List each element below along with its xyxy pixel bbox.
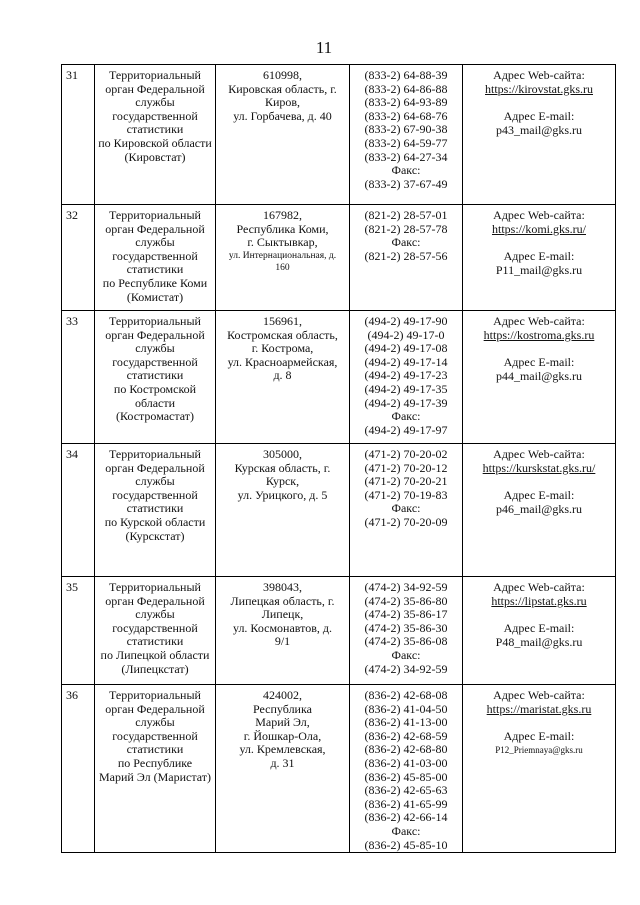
email-label: Адрес E-mail: — [503, 249, 575, 264]
address-line: Республика — [253, 701, 312, 716]
page-number: 11 — [315, 38, 333, 57]
fax-number: (474-2) 34-92-59 — [364, 661, 448, 676]
email-address: p43_mail@gks.ru — [495, 122, 583, 137]
address-line: 167982, — [263, 208, 302, 222]
table-row — [62, 65, 616, 205]
website-link[interactable]: https://kirovstat.gks.ru — [485, 81, 593, 96]
phone-number: (474-2) 34-92-59 — [364, 580, 448, 594]
phone-number: (833-2) 64-59-77 — [364, 135, 448, 150]
address-line: д. 8 — [273, 368, 292, 383]
address-line: 9/1 — [274, 634, 291, 649]
web-and-email — [463, 577, 616, 685]
email-address: P11_mail@gks.ru — [495, 262, 583, 277]
website-label: Адрес Web-сайта: — [493, 314, 585, 328]
phone-number: (494-2) 49-17-08 — [364, 341, 448, 356]
phone-number: (833-2) 64-27-34 — [364, 149, 448, 164]
address-line: Костромская область, — [227, 327, 338, 342]
fax-number: (821-2) 28-57-56 — [364, 248, 448, 263]
row-number: 33 — [62, 311, 95, 444]
website-link[interactable]: https://komi.gks.ru/ — [491, 221, 586, 236]
fax-label: Факс: — [391, 235, 421, 250]
agency-name-line: Территориальный — [109, 688, 201, 702]
agency-name — [95, 205, 216, 311]
postal-address — [216, 311, 350, 444]
postal-address — [216, 65, 350, 205]
agency-name-line: области — [134, 395, 176, 410]
address-line: 424002, — [263, 688, 302, 702]
agency-name-line: (Курскстат) — [125, 528, 185, 543]
agency-name-line: (Костромастат) — [116, 409, 194, 424]
agency-name-line: статистики — [126, 262, 184, 277]
agency-name-line: службы — [135, 715, 175, 730]
phone-number: (836-2) 42-68-08 — [364, 688, 448, 702]
row-number: 32 — [62, 205, 95, 311]
address-line: Липецкая область, г. — [230, 593, 335, 608]
phone-number: (821-2) 28-57-01 — [364, 208, 448, 222]
address-line: Курск, — [265, 474, 300, 489]
agency-name-line: государственной — [112, 354, 198, 369]
address-line: 305000, — [263, 447, 302, 461]
agency-name — [95, 577, 216, 685]
agency-name-line: орган Федеральной — [105, 221, 205, 236]
web-and-email — [463, 444, 616, 577]
table-row — [62, 577, 616, 685]
fax-label: Факс: — [391, 647, 421, 662]
agency-name-line: Территориальный — [109, 580, 201, 594]
address-line: ул. Космонавтов, д. — [232, 620, 333, 635]
website-link[interactable]: https://maristat.gks.ru — [486, 701, 592, 716]
web-and-email — [463, 685, 616, 853]
website-label: Адрес Web-сайта: — [493, 580, 585, 594]
phone-numbers — [350, 205, 463, 311]
email-address: P12_Priemnaya@gks.ru — [495, 744, 583, 755]
agency-name-line: Территориальный — [109, 314, 201, 328]
phone-number: (474-2) 35-86-17 — [364, 607, 448, 622]
agency-name-line: орган Федеральной — [105, 593, 205, 608]
agency-name-line: государственной — [112, 728, 198, 743]
phone-number: (833-2) 67-90-38 — [364, 122, 448, 137]
address-line: 156961, — [263, 314, 302, 328]
email-address: p44_mail@gks.ru — [495, 368, 583, 383]
agency-name-line: по Костромской — [113, 381, 197, 396]
phone-number: (821-2) 28-57-78 — [364, 221, 448, 236]
email-label: Адрес E-mail: — [503, 109, 575, 124]
fax-number: (833-2) 37-67-49 — [364, 176, 448, 191]
agency-name — [95, 685, 216, 853]
fax-label: Факс: — [391, 163, 421, 178]
phone-number: (833-2) 64-86-88 — [364, 81, 448, 96]
postal-address — [216, 205, 350, 311]
address-line: д. 31 — [270, 755, 295, 770]
agency-name-line: статистики — [126, 122, 184, 137]
address-line: ул. Интернациональная, д. — [228, 250, 337, 261]
agency-name-line: службы — [135, 341, 175, 356]
agency-name-line: (Кировстат) — [124, 149, 186, 164]
address-line: ул. Красноармейская, — [227, 354, 338, 369]
agency-name-line: орган Федеральной — [105, 327, 205, 342]
phone-number: (494-2) 49-17-39 — [364, 395, 448, 410]
fax-number: (471-2) 70-20-09 — [364, 514, 448, 529]
agency-name-line: по Республике — [117, 755, 193, 770]
web-and-email — [463, 205, 616, 311]
phone-number: (836-2) 42-65-63 — [364, 783, 448, 798]
agency-name — [95, 65, 216, 205]
fax-label: Факс: — [391, 823, 421, 838]
agency-name-line: по Кировской области — [98, 135, 212, 150]
phone-number: (474-2) 35-86-80 — [364, 593, 448, 608]
agency-name-line: Территориальный — [109, 68, 201, 82]
table-row — [62, 444, 616, 577]
agency-name-line: службы — [135, 235, 175, 250]
phone-number: (836-2) 45-85-00 — [364, 769, 448, 784]
phone-numbers — [350, 444, 463, 577]
phone-number: (471-2) 70-20-02 — [364, 447, 448, 461]
phone-number: (836-2) 41-13-00 — [364, 715, 448, 730]
fax-label: Факс: — [391, 501, 421, 516]
website-link[interactable]: https://kurskstat.gks.ru/ — [482, 460, 596, 475]
phone-number: (471-2) 70-20-12 — [364, 460, 448, 475]
address-line: Курская область, г. — [234, 460, 331, 475]
fax-label: Факс: — [391, 409, 421, 424]
email-label: Адрес E-mail: — [503, 488, 575, 503]
web-and-email — [463, 311, 616, 444]
phone-number: (836-2) 41-65-99 — [364, 796, 448, 811]
address-line: г. Йошкар-Ола, — [243, 728, 322, 743]
address-line: г. Кострома, — [251, 341, 314, 356]
row-number: 36 — [62, 685, 95, 853]
website-label: Адрес Web-сайта: — [493, 68, 585, 82]
agency-name-line: по Республике Коми — [102, 275, 208, 290]
agency-name-line: государственной — [112, 487, 198, 502]
fax-number: (836-2) 45-85-10 — [364, 837, 448, 852]
phone-number: (494-2) 49-17-23 — [364, 368, 448, 383]
agency-name-line: Территориальный — [109, 447, 201, 461]
agency-name-line: статистики — [126, 742, 184, 757]
agency-name-line: государственной — [112, 108, 198, 123]
fax-number: (494-2) 49-17-97 — [364, 422, 448, 437]
agency-name-line: службы — [135, 474, 175, 489]
phone-number: (836-2) 42-66-14 — [364, 810, 448, 825]
agency-name-line: орган Федеральной — [105, 701, 205, 716]
row-number: 34 — [62, 444, 95, 577]
email-address: p46_mail@gks.ru — [495, 501, 583, 516]
phone-number: (494-2) 49-17-35 — [364, 381, 448, 396]
agency-name-line: службы — [135, 95, 175, 110]
website-label: Адрес Web-сайта: — [493, 447, 585, 461]
address-line: ул. Горбачева, д. 40 — [233, 108, 332, 123]
email-label: Адрес E-mail: — [503, 729, 575, 744]
agency-name-line: орган Федеральной — [105, 460, 205, 475]
website-label: Адрес Web-сайта: — [493, 688, 585, 702]
phone-numbers — [350, 685, 463, 853]
phone-number: (836-2) 41-03-00 — [364, 755, 448, 770]
address-line: Липецк, — [261, 607, 304, 622]
row-number: 31 — [62, 65, 95, 205]
address-line: ул. Кремлевская, — [239, 742, 326, 757]
agency-name-line: по Курской области — [104, 514, 206, 529]
agency-name-line: орган Федеральной — [105, 81, 205, 96]
address-line: Кировская область, г. — [228, 81, 337, 96]
phone-number: (494-2) 49-17-0 — [367, 327, 445, 342]
phone-number: (471-2) 70-19-83 — [364, 487, 448, 502]
agency-name-line: службы — [135, 607, 175, 622]
phone-number: (833-2) 64-88-39 — [364, 68, 448, 82]
agency-name-line: Марий Эл (Маристат) — [99, 769, 211, 784]
phone-number: (833-2) 64-68-76 — [364, 108, 448, 123]
address-line: Киров, — [264, 95, 301, 110]
table-row — [62, 205, 616, 311]
address-line: 610998, — [263, 68, 302, 82]
phone-number: (836-2) 41-04-50 — [364, 701, 448, 716]
agency-name — [95, 311, 216, 444]
phone-numbers — [350, 577, 463, 685]
address-line: Республика Коми, — [236, 221, 329, 236]
phone-number: (494-2) 49-17-14 — [364, 354, 448, 369]
email-address: P48_mail@gks.ru — [495, 634, 583, 649]
address-line: Марий Эл, — [255, 715, 310, 730]
agency-name-line: (Липецкстат) — [121, 661, 189, 676]
postal-address — [216, 444, 350, 577]
agency-name-line: по Липецкой области — [100, 647, 210, 662]
agency-name-line: статистики — [126, 501, 184, 516]
phone-number: (471-2) 70-20-21 — [364, 474, 448, 489]
postal-address — [216, 577, 350, 685]
email-label: Адрес E-mail: — [503, 621, 575, 636]
website-label: Адрес Web-сайта: — [493, 208, 585, 222]
web-and-email — [463, 65, 616, 205]
phone-numbers — [350, 311, 463, 444]
agency-name-line: Территориальный — [109, 208, 201, 222]
agency-name-line: статистики — [126, 368, 184, 383]
agency-name — [95, 444, 216, 577]
address-line: г. Сыктывкар, — [247, 235, 318, 250]
website-link[interactable]: https://kostroma.gks.ru — [483, 327, 595, 342]
row-number: 35 — [62, 577, 95, 685]
agency-name-line: (Комистат) — [126, 289, 184, 304]
phone-numbers — [350, 65, 463, 205]
postal-address — [216, 685, 350, 853]
table-row — [62, 685, 616, 853]
phone-number: (836-2) 42-68-59 — [364, 728, 448, 743]
email-label: Адрес E-mail: — [503, 355, 575, 370]
phone-number: (474-2) 35-86-08 — [364, 634, 448, 649]
territorial-bodies-table — [61, 64, 616, 853]
phone-number: (494-2) 49-17-90 — [364, 314, 448, 328]
agency-name-line: государственной — [112, 620, 198, 635]
table-row — [62, 311, 616, 444]
address-line: 160 — [275, 262, 290, 273]
agency-name-line: статистики — [126, 634, 184, 649]
phone-number: (833-2) 64-93-89 — [364, 95, 448, 110]
phone-number: (474-2) 35-86-30 — [364, 620, 448, 635]
address-line: 398043, — [263, 580, 302, 594]
address-line: ул. Урицкого, д. 5 — [237, 487, 328, 502]
phone-number: (836-2) 42-68-80 — [364, 742, 448, 757]
agency-name-line: государственной — [112, 248, 198, 263]
website-link[interactable]: https://lipstat.gks.ru — [491, 593, 587, 608]
